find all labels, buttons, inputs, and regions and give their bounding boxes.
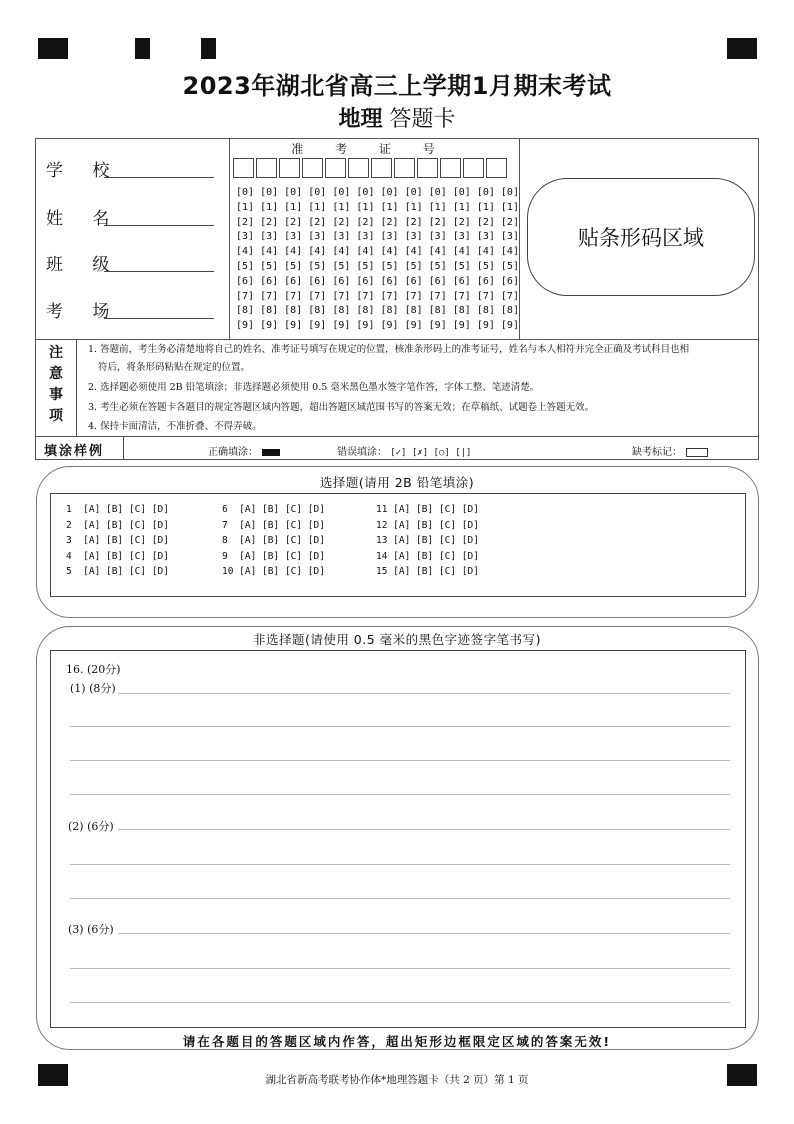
choice-question-3[interactable]: 3 [A] [B] [C] [D] [66, 535, 169, 546]
exam-id-digit-box[interactable] [256, 158, 277, 178]
notice-item-3: 3. 考生必须在答题卡各题目的规定答题区域内答题，超出答题区域范围书写的答案无效；在草稿纸、试题卷上答题无效。 [88, 402, 595, 413]
divider [35, 339, 759, 340]
choice-question-13[interactable]: 13 [A] [B] [C] [D] [376, 535, 479, 546]
answer-line[interactable] [118, 693, 730, 694]
notice-item-1-cont: 符后，将条形码粘贴在规定的位置。 [98, 362, 251, 373]
exam-id-bubble-row[interactable]: [2] [2] [2] [2] [2] [2] [2] [2] [2] [2] [2] [2] [236, 216, 519, 228]
name-field[interactable] [104, 224, 214, 226]
exam-id-digit-box[interactable] [486, 158, 507, 178]
part-3-label: (3) (6分) [68, 923, 114, 936]
wrong-fill-samples-icon: [✓] [✗] [○] [|] [390, 448, 472, 458]
exam-id-bubble-row[interactable]: [5] [5] [5] [5] [5] [5] [5] [5] [5] [5] [5] [5] [236, 260, 519, 272]
exam-id-digit-box[interactable] [394, 158, 415, 178]
notice-heading-char: 注 [49, 345, 63, 361]
exam-id-title: 准 考 证 号 [291, 142, 449, 156]
answer-line[interactable] [70, 794, 730, 795]
barcode-area: 贴条形码区域 [527, 178, 755, 296]
exam-id-digit-box[interactable] [440, 158, 461, 178]
exam-id-digit-box[interactable] [417, 158, 438, 178]
notice-heading-char: 事 [49, 387, 63, 403]
wrong-fill-label: 错误填涂： [337, 447, 387, 458]
choice-question-14[interactable]: 14 [A] [B] [C] [D] [376, 550, 479, 562]
divider [76, 339, 77, 436]
timing-mark [727, 38, 757, 59]
divider [229, 138, 230, 339]
choice-section-title: 选择题(请用 2B 铅笔填涂) [319, 475, 475, 490]
school-field[interactable] [104, 176, 214, 178]
timing-mark [135, 38, 150, 59]
notice-heading-char: 意 [49, 366, 63, 382]
notice-item-2: 2. 选择题必须使用 2B 铅笔填涂；非选择题必须使用 0.5 毫米黑色墨水签字笔作答，字体工整、笔迹清楚。 [88, 382, 540, 393]
exam-id-digit-box[interactable] [371, 158, 392, 178]
choice-question-2[interactable]: 2 [A] [B] [C] [D] [66, 519, 169, 531]
choice-question-8[interactable]: 8 [A] [B] [C] [D] [222, 535, 325, 546]
name-label: 姓 名 [46, 209, 122, 229]
exam-id-bubble-row[interactable]: [0] [0] [0] [0] [0] [0] [0] [0] [0] [0] [0] [0] [236, 187, 519, 198]
divider [123, 436, 124, 460]
timing-mark [201, 38, 216, 59]
area-warning: 请在各题目的答题区域内作答，超出矩形边框限定区域的答案无效! [182, 1034, 612, 1049]
divider [519, 138, 520, 339]
correct-fill [208, 443, 280, 458]
choice-question-10[interactable]: 10 [A] [B] [C] [D] [222, 566, 325, 577]
room-label: 考 场 [46, 302, 122, 322]
exam-title: 2023年湖北省高三上学期1月期末考试 [182, 72, 612, 100]
school-label: 学 校 [46, 161, 122, 181]
part-2-label: (2) (6分) [68, 820, 114, 833]
notice-item-4: 4. 保持卡面清洁，不准折叠、不得弄破。 [88, 421, 262, 432]
divider [35, 436, 759, 437]
exam-id-boxes [233, 158, 509, 178]
correct-fill-label: 正确填涂： [208, 447, 258, 458]
fill-example-label: 填涂样例 [44, 444, 105, 459]
question-16-label: 16. (20分) [66, 663, 121, 676]
choice-question-7[interactable]: 7 [A] [B] [C] [D] [222, 519, 325, 531]
absent-mark [632, 443, 708, 458]
answer-line[interactable] [70, 1002, 730, 1003]
class-field[interactable] [104, 270, 214, 272]
choice-question-4[interactable]: 4 [A] [B] [C] [D] [66, 550, 169, 562]
choice-question-11[interactable]: 11 [A] [B] [C] [D] [376, 504, 479, 515]
exam-id-digit-box[interactable] [325, 158, 346, 178]
exam-id-digit-box[interactable] [348, 158, 369, 178]
choice-question-6[interactable]: 6 [A] [B] [C] [D] [222, 504, 325, 515]
answer-line[interactable] [118, 933, 730, 934]
card-subtitle [0, 102, 794, 133]
card-label: 答题卡 [389, 107, 456, 132]
exam-id-bubble-row[interactable]: [7] [7] [7] [7] [7] [7] [7] [7] [7] [7] [7] [7] [236, 290, 519, 302]
timing-mark [38, 38, 68, 59]
choice-question-1[interactable]: 1 [A] [B] [C] [D] [66, 504, 169, 515]
notice-item-1: 1. 答题前，考生务必清楚地将自己的姓名、准考证号填写在规定的位置，核准条形码上的准考证号，姓名与本人相符并完全正确及考试科目也相 [88, 344, 690, 355]
part-1-label: (1) (8分) [70, 682, 116, 695]
answer-line[interactable] [70, 968, 730, 969]
page-footer: 湖北省新高考联考协作体*地理答题卡（共 2 页）第 1 页 [265, 1074, 529, 1086]
answer-line[interactable] [70, 726, 730, 727]
subject-label: 地理 [338, 107, 383, 132]
exam-id-bubble-row[interactable]: [1] [1] [1] [1] [1] [1] [1] [1] [1] [1] [1] [1] [236, 201, 519, 213]
absent-mark-label: 缺考标记： [632, 447, 682, 458]
answer-line[interactable] [70, 898, 730, 899]
room-field[interactable] [104, 317, 214, 319]
exam-id-bubble-row[interactable]: [9] [9] [9] [9] [9] [9] [9] [9] [9] [9] [9] [9] [236, 320, 519, 332]
exam-id-digit-box[interactable] [279, 158, 300, 178]
notice-heading [36, 339, 76, 435]
free-section-title: 非选择题(请使用 0.5 毫米的黑色字迹签字笔书写) [252, 632, 542, 647]
free-answer-box[interactable] [50, 650, 746, 1028]
answer-line[interactable] [118, 829, 730, 830]
exam-id-bubble-row[interactable]: [8] [8] [8] [8] [8] [8] [8] [8] [8] [8] [8] [8] [236, 305, 519, 317]
solid-mark-icon [262, 449, 280, 456]
choice-question-5[interactable]: 5 [A] [B] [C] [D] [66, 566, 169, 577]
choice-question-15[interactable]: 15 [A] [B] [C] [D] [376, 566, 479, 577]
choice-question-12[interactable]: 12 [A] [B] [C] [D] [376, 519, 479, 531]
exam-id-digit-box[interactable] [233, 158, 254, 178]
absent-checkbox[interactable] [686, 448, 708, 457]
exam-id-digit-box[interactable] [302, 158, 323, 178]
exam-id-bubble-grid[interactable] [236, 186, 519, 334]
exam-id-bubble-row[interactable]: [4] [4] [4] [4] [4] [4] [4] [4] [4] [4] [4] [4] [236, 246, 519, 258]
answer-line[interactable] [70, 864, 730, 865]
class-label: 班 级 [46, 255, 122, 275]
answer-line[interactable] [70, 760, 730, 761]
exam-id-bubble-row[interactable]: [3] [3] [3] [3] [3] [3] [3] [3] [3] [3] [3] [3] [236, 231, 519, 243]
wrong-fill [337, 443, 471, 458]
notice-heading-char: 项 [49, 408, 63, 424]
exam-id-digit-box[interactable] [463, 158, 484, 178]
exam-id-bubble-row[interactable]: [6] [6] [6] [6] [6] [6] [6] [6] [6] [6] [6] [6] [236, 275, 519, 287]
choice-question-9[interactable]: 9 [A] [B] [C] [D] [222, 550, 325, 562]
